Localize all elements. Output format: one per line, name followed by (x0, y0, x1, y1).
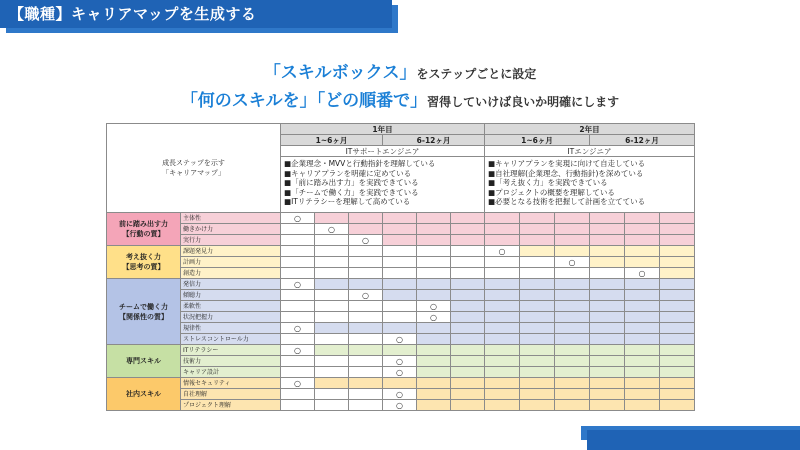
skill-mark: ○ (281, 323, 315, 334)
skill-cell (485, 268, 520, 279)
skill-cell (417, 268, 451, 279)
skill-row (107, 400, 695, 411)
skill-cell (625, 246, 660, 257)
skill-cell (625, 367, 660, 378)
skill-name: プロジェクト理解 (181, 400, 281, 411)
skill-cell (520, 224, 555, 235)
skill-cell (555, 389, 590, 400)
skill-cell (555, 400, 590, 411)
skill-row (107, 268, 695, 279)
skill-cell (625, 301, 660, 312)
skill-row (107, 257, 695, 268)
year-1-header: 1年目 (281, 124, 485, 135)
goal-item: ■キャリアプランを実現に向けて自走している (488, 159, 646, 168)
skill-cell (281, 312, 315, 323)
headline-1-rest: をステップごとに設定 (416, 67, 537, 81)
step-description: 成長ステップを示す 「キャリアマップ」 (107, 124, 281, 213)
skill-cell (451, 378, 485, 389)
skill-mark: ○ (349, 235, 383, 246)
skill-cell (315, 257, 349, 268)
skill-name: 課題発見力 (181, 246, 281, 257)
skill-cell (660, 290, 695, 301)
skill-mark: ○ (315, 224, 349, 235)
skill-name: 状況把握力 (181, 312, 281, 323)
role-1-goals (281, 157, 485, 213)
skill-cell (349, 400, 383, 411)
skill-cell (625, 224, 660, 235)
skill-row (107, 301, 695, 312)
skill-cell (349, 378, 383, 389)
skill-cell (485, 345, 520, 356)
skill-cell (417, 323, 451, 334)
skill-cell (315, 378, 349, 389)
skill-cell (555, 378, 590, 389)
skill-cell (485, 356, 520, 367)
skill-cell (660, 312, 695, 323)
skill-cell (315, 235, 349, 246)
skill-cell (349, 224, 383, 235)
period-header: 6-12ヶ月 (590, 135, 695, 146)
skill-cell (315, 279, 349, 290)
skill-name: 計画力 (181, 257, 281, 268)
role-1-header: ITサポートエンジニア (281, 146, 485, 157)
skill-cell (660, 378, 695, 389)
skill-cell (660, 367, 695, 378)
skill-mark: ○ (349, 290, 383, 301)
skill-cell (520, 367, 555, 378)
skill-cell (417, 400, 451, 411)
skill-cell (660, 235, 695, 246)
skill-cell (660, 279, 695, 290)
footer-bar (587, 430, 800, 450)
skill-cell (451, 389, 485, 400)
skill-cell (590, 213, 625, 224)
period-header: 1~6ヶ月 (485, 135, 590, 146)
skill-cell (417, 345, 451, 356)
skill-cell (625, 400, 660, 411)
skill-cell (451, 224, 485, 235)
skill-mark: ○ (417, 312, 451, 323)
skill-cell (660, 213, 695, 224)
skill-mark: ○ (555, 257, 590, 268)
skill-cell (349, 356, 383, 367)
skill-cell (625, 257, 660, 268)
skill-cell (315, 345, 349, 356)
skill-mark: ○ (383, 400, 417, 411)
skill-cell (281, 356, 315, 367)
skill-cell (383, 257, 417, 268)
goal-item: ■自社理解(企業理念、行動指針)を深めている (488, 168, 644, 178)
skill-cell (660, 268, 695, 279)
skill-cell (520, 246, 555, 257)
skill-cell (451, 290, 485, 301)
skill-cell (520, 400, 555, 411)
skill-cell (555, 224, 590, 235)
title-bar (0, 0, 392, 28)
skill-cell (417, 257, 451, 268)
skill-cell (520, 301, 555, 312)
skill-name: 創造力 (181, 268, 281, 279)
skill-cell (485, 400, 520, 411)
skill-cell (590, 356, 625, 367)
skill-name: 傾聴力 (181, 290, 281, 301)
skill-cell (555, 235, 590, 246)
skill-row (107, 323, 695, 334)
skill-cell (315, 290, 349, 301)
skill-cell (485, 224, 520, 235)
skill-cell (349, 279, 383, 290)
skill-cell (281, 301, 315, 312)
skill-cell (451, 400, 485, 411)
skill-cell (485, 367, 520, 378)
skill-mark: ○ (281, 378, 315, 389)
skill-cell (555, 367, 590, 378)
skill-cell (520, 345, 555, 356)
skill-row (107, 367, 695, 378)
skill-mark: ○ (281, 279, 315, 290)
skill-name: 主体性 (181, 213, 281, 224)
skill-name: 発信力 (181, 279, 281, 290)
skill-name: ストレスコントロール力 (181, 334, 281, 345)
skill-cell (590, 334, 625, 345)
skill-cell (590, 367, 625, 378)
category-label: チームで働く力 【関係性の質】 (107, 279, 181, 345)
skill-cell (590, 345, 625, 356)
skill-cell (625, 213, 660, 224)
skill-cell (315, 356, 349, 367)
role-2-goals (485, 157, 695, 213)
skill-cell (555, 356, 590, 367)
skill-cell (451, 367, 485, 378)
skill-cell (625, 323, 660, 334)
skill-cell (520, 389, 555, 400)
role-2-header: ITエンジニア (485, 146, 695, 157)
skill-cell (485, 323, 520, 334)
skill-cell (417, 367, 451, 378)
skill-cell (555, 312, 590, 323)
skill-cell (349, 334, 383, 345)
skill-row (107, 334, 695, 345)
skill-mark: ○ (383, 334, 417, 345)
skill-cell (625, 290, 660, 301)
skill-cell (417, 246, 451, 257)
skill-cell (451, 323, 485, 334)
skill-name: 規律性 (181, 323, 281, 334)
goal-item: ■プロジェクトの概要を理解している (488, 187, 615, 197)
skill-cell (520, 279, 555, 290)
skill-cell (383, 268, 417, 279)
skill-cell (349, 268, 383, 279)
skill-cell (555, 334, 590, 345)
skill-cell (451, 334, 485, 345)
skill-cell (660, 246, 695, 257)
skill-cell (349, 213, 383, 224)
skill-cell (485, 213, 520, 224)
skill-mark: ○ (383, 356, 417, 367)
skill-cell (485, 257, 520, 268)
skill-cell (590, 279, 625, 290)
page-title: 【職種】キャリアマップを生成する (9, 5, 257, 23)
goal-item: ■必要となる技術を把握して計画を立てている (488, 197, 646, 206)
skill-cell (520, 257, 555, 268)
category-label: 専門スキル (107, 345, 181, 378)
skill-cell (383, 345, 417, 356)
year-2-header: 2年目 (485, 124, 695, 135)
goal-item: ■「前に踏み出す力」を実践できている (284, 178, 419, 187)
category-label: 社内スキル (107, 378, 181, 411)
skill-cell (625, 378, 660, 389)
skill-cell (520, 213, 555, 224)
skill-cell (417, 224, 451, 235)
skill-row (107, 389, 695, 400)
skill-cell (417, 389, 451, 400)
skill-row (107, 213, 695, 224)
skill-cell (590, 290, 625, 301)
skill-cell (590, 257, 625, 268)
skill-cell (281, 224, 315, 235)
skill-cell (555, 268, 590, 279)
skill-cell (383, 301, 417, 312)
skill-cell (349, 367, 383, 378)
skill-mark: ○ (485, 246, 520, 257)
skill-cell (349, 257, 383, 268)
skill-name: ITリテラシー (181, 345, 281, 356)
skill-cell (625, 345, 660, 356)
skill-cell (281, 235, 315, 246)
skill-cell (660, 345, 695, 356)
skill-cell (417, 334, 451, 345)
skill-cell (383, 246, 417, 257)
skill-cell (590, 378, 625, 389)
skill-cell (417, 378, 451, 389)
skill-cell (590, 400, 625, 411)
skill-cell (660, 389, 695, 400)
skill-row (107, 290, 695, 301)
headline-1-accent: 「スキルボックス」 (263, 63, 417, 83)
skill-cell (417, 235, 451, 246)
goal-item: ■キャリアプランを明確に定めている (284, 168, 412, 178)
headline-line-2 (0, 86, 800, 111)
skill-cell (315, 389, 349, 400)
skill-cell (315, 213, 349, 224)
skill-mark: ○ (281, 345, 315, 356)
goal-item: ■「考え抜く力」を実践できている (488, 178, 608, 187)
skill-cell (315, 246, 349, 257)
skill-row (107, 356, 695, 367)
category-label: 前に踏み出す力 【行動の質】 (107, 213, 181, 246)
skill-row (107, 312, 695, 323)
skill-cell (281, 334, 315, 345)
skill-cell (520, 356, 555, 367)
skill-cell (555, 323, 590, 334)
skill-cell (485, 235, 520, 246)
skill-cell (417, 356, 451, 367)
skill-cell (315, 367, 349, 378)
skill-cell (315, 334, 349, 345)
skill-name: 働きかけ力 (181, 224, 281, 235)
skill-cell (281, 367, 315, 378)
skill-cell (625, 356, 660, 367)
skill-cell (660, 301, 695, 312)
skill-cell (349, 246, 383, 257)
skill-cell (315, 268, 349, 279)
skill-cell (417, 279, 451, 290)
skill-mark: ○ (417, 301, 451, 312)
goal-item: ■「チームで働く力」を実践できている (284, 187, 419, 197)
period-header: 1~6ヶ月 (281, 135, 383, 146)
skill-cell (660, 323, 695, 334)
headline-line-1 (0, 58, 800, 83)
skill-cell (281, 400, 315, 411)
period-header: 6-12ヶ月 (383, 135, 485, 146)
skill-row (107, 246, 695, 257)
skill-name: 情報セキュリティ (181, 378, 281, 389)
skill-cell (383, 279, 417, 290)
skill-cell (590, 224, 625, 235)
skill-cell (520, 268, 555, 279)
skill-row (107, 235, 695, 246)
skill-cell (383, 378, 417, 389)
skill-cell (349, 389, 383, 400)
goal-item: ■企業理念・MVVと行動指針を理解している (284, 159, 436, 168)
skill-cell (625, 312, 660, 323)
goal-item: ■ITリテラシーを理解して高めている (284, 197, 411, 206)
skill-cell (315, 312, 349, 323)
skill-cell (349, 323, 383, 334)
skill-cell (485, 279, 520, 290)
skill-cell (520, 290, 555, 301)
headline-2-accent: 「何のスキルを」「どの順番で」 (180, 91, 428, 111)
skill-cell (281, 268, 315, 279)
skill-cell (590, 301, 625, 312)
skill-cell (383, 213, 417, 224)
skill-cell (451, 279, 485, 290)
skill-cell (349, 345, 383, 356)
skill-cell (417, 213, 451, 224)
skill-cell (660, 356, 695, 367)
headline-2-rest: 習得していけば良いか明確にします (427, 95, 620, 109)
skill-cell (451, 301, 485, 312)
skill-cell (590, 246, 625, 257)
skill-cell (555, 301, 590, 312)
skill-mark: ○ (625, 268, 660, 279)
skill-cell (555, 290, 590, 301)
skill-cell (281, 246, 315, 257)
skill-cell (520, 312, 555, 323)
skill-cell (383, 323, 417, 334)
skill-cell (281, 290, 315, 301)
skill-cell (660, 257, 695, 268)
skill-name: 技術力 (181, 356, 281, 367)
skill-cell (383, 224, 417, 235)
skill-cell (417, 290, 451, 301)
skill-cell (555, 246, 590, 257)
skill-cell (349, 301, 383, 312)
skill-name: 自社理解 (181, 389, 281, 400)
skill-cell (383, 290, 417, 301)
skill-cell (590, 268, 625, 279)
skill-cell (383, 235, 417, 246)
skill-cell (625, 279, 660, 290)
skill-cell (590, 312, 625, 323)
skill-cell (485, 312, 520, 323)
skill-cell (520, 378, 555, 389)
skill-cell (315, 323, 349, 334)
skill-cell (451, 246, 485, 257)
skill-cell (590, 235, 625, 246)
skill-cell (590, 323, 625, 334)
skill-cell (660, 334, 695, 345)
skill-cell (315, 400, 349, 411)
skill-cell (660, 400, 695, 411)
skill-cell (520, 235, 555, 246)
skill-cell (625, 334, 660, 345)
skill-cell (555, 345, 590, 356)
skill-name: 柔軟性 (181, 301, 281, 312)
skill-cell (383, 312, 417, 323)
skill-cell (485, 301, 520, 312)
skill-cell (451, 356, 485, 367)
skill-cell (625, 235, 660, 246)
career-map-table (106, 123, 695, 411)
skill-cell (555, 279, 590, 290)
skill-row (107, 224, 695, 235)
skill-name: 実行力 (181, 235, 281, 246)
skill-cell (485, 378, 520, 389)
skill-cell (485, 290, 520, 301)
skill-cell (555, 213, 590, 224)
skill-mark: ○ (281, 213, 315, 224)
skill-cell (281, 257, 315, 268)
skill-cell (660, 224, 695, 235)
skill-cell (590, 389, 625, 400)
skill-mark: ○ (383, 389, 417, 400)
skill-cell (451, 268, 485, 279)
skill-cell (349, 312, 383, 323)
skill-cell (520, 334, 555, 345)
skill-row (107, 279, 695, 290)
skill-cell (451, 235, 485, 246)
skill-name: キャリア設計 (181, 367, 281, 378)
skill-cell (485, 389, 520, 400)
skill-cell (485, 334, 520, 345)
skill-cell (315, 301, 349, 312)
category-label: 考え抜く力 【思考の質】 (107, 246, 181, 279)
skill-cell (451, 257, 485, 268)
skill-cell (625, 389, 660, 400)
skill-cell (520, 323, 555, 334)
skill-row (107, 345, 695, 356)
skill-cell (451, 345, 485, 356)
skill-mark: ○ (383, 367, 417, 378)
skill-row (107, 378, 695, 389)
skill-cell (451, 213, 485, 224)
skill-cell (281, 389, 315, 400)
skill-cell (451, 312, 485, 323)
